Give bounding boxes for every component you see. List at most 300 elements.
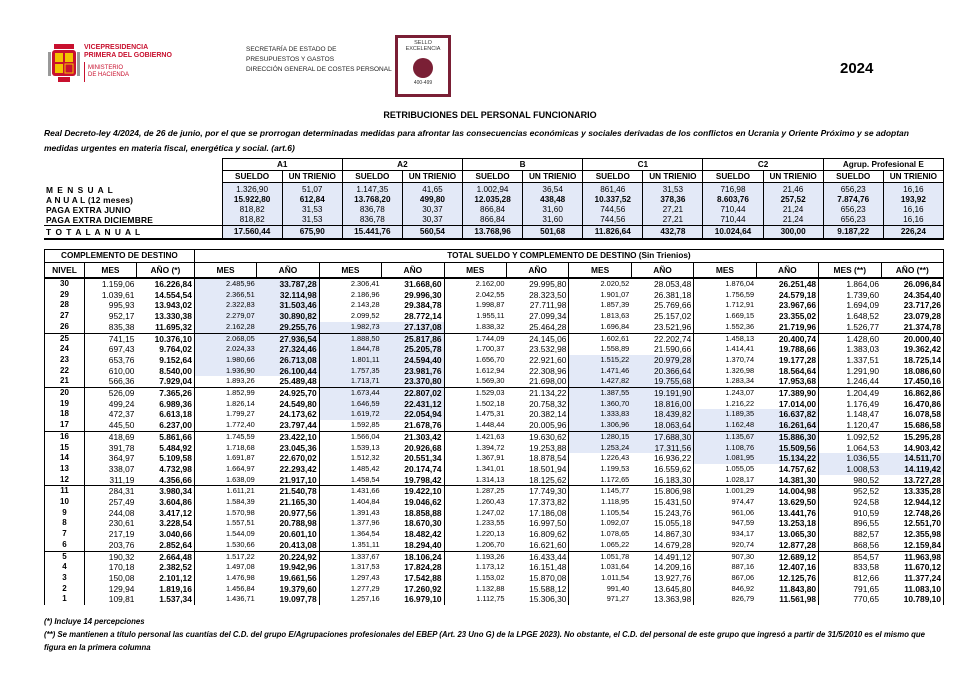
ministry-line-1: VICEPRESIDENCIA bbox=[84, 44, 149, 51]
level-value: 1.226,43 bbox=[569, 453, 631, 464]
level-row bbox=[45, 551, 944, 562]
level-value: 1.612,94 bbox=[444, 366, 506, 377]
level-value: 1.326,98 bbox=[694, 366, 756, 377]
level-value: 1.826,14 bbox=[194, 399, 256, 410]
level-value: 23.079,28 bbox=[881, 311, 944, 322]
summary-label: PAGA EXTRA DICIEMBRE bbox=[46, 215, 153, 225]
level-value: 23.045,36 bbox=[279, 442, 317, 453]
level-value: 526,09 bbox=[84, 388, 136, 399]
level-row bbox=[45, 344, 944, 355]
level-value: 17.688,30 bbox=[631, 431, 693, 442]
level-number: 28 bbox=[45, 300, 85, 311]
level-value: 23.370,80 bbox=[382, 376, 444, 387]
level-value: 9.152,64 bbox=[159, 354, 192, 365]
level-number: 14 bbox=[45, 453, 85, 464]
level-value: 15.870,08 bbox=[529, 572, 567, 583]
footnote-1: (*) Incluye 14 percepciones bbox=[44, 617, 145, 626]
level-value: 1.739,60 bbox=[819, 290, 881, 301]
level-value: 33.787,28 bbox=[257, 278, 319, 290]
level-value: 2.042,55 bbox=[444, 290, 506, 301]
level-value: 1.844,78 bbox=[319, 344, 381, 355]
level-value: 32.114,98 bbox=[257, 290, 319, 301]
level-value: 1.646,59 bbox=[319, 399, 381, 410]
level-value: 2.279,07 bbox=[194, 311, 256, 322]
summary-value: 836,78 bbox=[342, 215, 402, 226]
level-value: 24.579,18 bbox=[778, 289, 817, 300]
level-value: 3.040,66 bbox=[159, 529, 192, 540]
level-value: 16.979,10 bbox=[404, 594, 442, 605]
summary-label: T O T A L A N U A L bbox=[44, 226, 222, 240]
level-value: 1.673,44 bbox=[319, 388, 381, 399]
level-value: 21.590,66 bbox=[653, 344, 692, 355]
level-value: 1.206,70 bbox=[444, 540, 506, 551]
column-header: AÑO (*) bbox=[136, 263, 194, 279]
trienio-header: UN TRIENIO bbox=[523, 171, 583, 183]
level-value: 1.287,25 bbox=[444, 486, 506, 497]
level-value: 1.857,39 bbox=[569, 300, 631, 311]
level-value: 1.173,12 bbox=[444, 562, 506, 573]
level-value: 5.109,58 bbox=[159, 453, 192, 464]
level-value: 1.414,41 bbox=[694, 344, 756, 355]
level-value: 1.135,67 bbox=[694, 431, 756, 442]
level-value: 18.816,00 bbox=[631, 399, 693, 410]
level-value: 1.458,13 bbox=[694, 333, 756, 344]
level-value: 1.557,51 bbox=[194, 518, 256, 529]
level-value: 20.366,64 bbox=[631, 366, 693, 377]
level-value: 1.341,01 bbox=[444, 464, 506, 475]
column-header: MES (**) bbox=[819, 263, 881, 279]
level-value: 1.471,46 bbox=[569, 366, 631, 377]
level-value: 16.151,48 bbox=[529, 562, 567, 573]
summary-value: 612,84 bbox=[282, 195, 342, 205]
summary-value: 21,24 bbox=[763, 215, 823, 226]
column-header: MES bbox=[319, 263, 381, 279]
level-value: 445,50 bbox=[84, 420, 136, 431]
level-number: 30 bbox=[45, 278, 85, 290]
level-value: 14.004,98 bbox=[778, 486, 817, 497]
summary-value: 378,36 bbox=[643, 195, 703, 205]
level-value: 16.621,60 bbox=[506, 540, 568, 551]
level-value: 1.176,49 bbox=[819, 399, 881, 410]
level-value: 13.253,18 bbox=[778, 518, 817, 529]
level-row bbox=[45, 540, 944, 551]
level-number: 17 bbox=[45, 420, 85, 431]
level-row bbox=[45, 420, 944, 431]
secretariat-line-3: DIRECCIÓN GENERAL DE COSTES PERSONAL bbox=[246, 66, 392, 73]
summary-value: 31,60 bbox=[523, 205, 583, 215]
seal-logo-icon bbox=[413, 58, 433, 78]
level-value: 1.108,76 bbox=[694, 443, 756, 454]
level-value: 24.925,70 bbox=[279, 388, 317, 399]
level-value: 21.719,96 bbox=[756, 322, 818, 333]
level-number: 6 bbox=[45, 540, 85, 551]
level-value: 1.901,07 bbox=[569, 290, 631, 301]
level-value: 1.280,15 bbox=[569, 431, 631, 442]
summary-value: 499,80 bbox=[402, 195, 462, 205]
level-value: 14.903,42 bbox=[881, 443, 944, 454]
level-value: 1.051,78 bbox=[569, 551, 631, 562]
level-value: 1.377,96 bbox=[319, 518, 381, 529]
summary-value: 27,21 bbox=[643, 215, 703, 226]
level-value: 1.120,47 bbox=[819, 420, 881, 431]
level-value: 826,79 bbox=[694, 594, 756, 605]
level-value: 1.838,32 bbox=[444, 322, 506, 333]
column-header: AÑO bbox=[631, 263, 693, 279]
level-value: 19.942,96 bbox=[279, 562, 317, 573]
level-row bbox=[45, 322, 944, 333]
summary-value: 17.560,44 bbox=[222, 226, 282, 240]
level-value: 3.228,54 bbox=[159, 518, 192, 529]
level-value: 23.355,02 bbox=[778, 311, 817, 322]
level-number: 12 bbox=[45, 475, 85, 486]
level-value: 1.852,99 bbox=[194, 388, 256, 399]
summary-value: 10.337,52 bbox=[583, 195, 643, 205]
summary-row bbox=[44, 183, 944, 196]
level-value: 1.247,02 bbox=[444, 508, 506, 519]
level-value: 22.431,12 bbox=[382, 399, 444, 410]
level-value: 25.205,78 bbox=[382, 344, 444, 355]
level-value: 15.295,28 bbox=[881, 431, 944, 442]
level-value: 20.382,14 bbox=[529, 409, 567, 420]
level-value: 1.517,22 bbox=[194, 551, 256, 562]
level-value: 1.092,07 bbox=[569, 518, 631, 529]
level-value: 971,27 bbox=[569, 594, 631, 605]
level-value: 11.377,24 bbox=[881, 573, 944, 584]
summary-value: 16,16 bbox=[883, 205, 943, 215]
level-row bbox=[45, 333, 944, 344]
document-year: 2024 bbox=[840, 60, 874, 77]
summary-value: 15.441,76 bbox=[342, 226, 402, 240]
level-value: 2.068,05 bbox=[194, 333, 256, 344]
level-value: 1.297,43 bbox=[319, 573, 381, 584]
summary-value: 744,56 bbox=[583, 215, 643, 226]
level-value: 2.366,51 bbox=[194, 290, 256, 301]
level-value: 1.656,70 bbox=[444, 355, 506, 366]
level-value: 1.819,16 bbox=[159, 583, 192, 594]
footnote-2: (**) Se mantienen a título personal las cuantías del C.D. del grupo E/Agrupaciones profesionales del EBEP (Art. 23 Uno G) de la LPGE 2023). No obstante, el C.D. del personal de este grupo que ingresó a partir de 31/5/2010 es el mismo que figura en la primera columna bbox=[44, 630, 925, 652]
level-value: 1.799,27 bbox=[194, 409, 256, 420]
level-value: 16.862,86 bbox=[881, 388, 944, 399]
level-value: 20.758,32 bbox=[529, 398, 567, 409]
level-value: 14.209,16 bbox=[653, 562, 692, 573]
level-value: 17.542,88 bbox=[404, 572, 442, 583]
level-value: 16.470,86 bbox=[881, 399, 944, 410]
level-value: 20.979,28 bbox=[631, 355, 693, 366]
level-value: 3.417,12 bbox=[159, 507, 192, 518]
level-value: 1.064,53 bbox=[819, 443, 881, 454]
level-value: 1.421,63 bbox=[444, 431, 506, 442]
level-value: 2.162,28 bbox=[194, 322, 256, 333]
level-value: 13.727,28 bbox=[881, 475, 944, 486]
level-value: 23.717,26 bbox=[881, 300, 944, 311]
coat-of-arms-icon bbox=[48, 42, 80, 84]
level-value: 1.387,55 bbox=[569, 388, 631, 399]
level-value: 1.233,55 bbox=[444, 518, 506, 529]
level-value: 17.953,68 bbox=[756, 376, 818, 387]
level-value: 18.439,82 bbox=[631, 409, 693, 420]
level-value: 257,49 bbox=[84, 497, 136, 508]
level-row bbox=[45, 486, 944, 497]
summary-value: 30,37 bbox=[402, 215, 462, 226]
level-value: 14.679,28 bbox=[631, 540, 693, 551]
summary-value: 30,37 bbox=[402, 205, 462, 215]
level-value: 16.433,44 bbox=[529, 551, 567, 562]
level-value: 26.100,44 bbox=[257, 366, 319, 377]
level-value: 812,66 bbox=[819, 573, 881, 584]
level-value: 1.569,30 bbox=[444, 376, 506, 387]
sueldo-header: SUELDO bbox=[463, 171, 523, 183]
level-value: 150,08 bbox=[84, 573, 136, 584]
level-number: 16 bbox=[45, 431, 85, 442]
level-value: 1.485,42 bbox=[319, 464, 381, 475]
level-number: 5 bbox=[45, 551, 85, 562]
level-value: 18.125,62 bbox=[506, 475, 568, 486]
summary-row bbox=[44, 226, 944, 240]
level-value: 1.283,34 bbox=[694, 376, 756, 387]
level-number: 8 bbox=[45, 518, 85, 529]
level-value: 20.977,56 bbox=[279, 507, 317, 518]
trienio-header: UN TRIENIO bbox=[883, 171, 943, 183]
level-row bbox=[45, 562, 944, 573]
level-value: 15.806,98 bbox=[653, 486, 692, 497]
summary-value: 10.024,64 bbox=[703, 226, 763, 240]
level-value: 1.257,16 bbox=[319, 594, 381, 605]
level-row bbox=[45, 399, 944, 410]
level-row bbox=[45, 366, 944, 377]
column-header: AÑO bbox=[506, 263, 568, 279]
trienio-header: UN TRIENIO bbox=[282, 171, 342, 183]
level-value: 129,94 bbox=[84, 584, 136, 595]
level-value: 1.512,32 bbox=[319, 453, 381, 464]
level-value: 14.381,30 bbox=[756, 475, 818, 486]
level-value: 791,65 bbox=[819, 584, 881, 595]
level-value: 1.864,06 bbox=[819, 278, 881, 290]
level-value: 28.772,14 bbox=[404, 311, 442, 322]
summary-value: 11.826,64 bbox=[583, 226, 643, 240]
summary-value: 1.002,94 bbox=[463, 183, 523, 196]
level-value: 19.097,78 bbox=[279, 594, 317, 605]
level-value: 18.063,64 bbox=[631, 420, 693, 431]
level-value: 16.997,50 bbox=[529, 518, 567, 529]
level-value: 284,31 bbox=[84, 486, 136, 497]
column-header: MES bbox=[84, 263, 136, 279]
level-value: 16.637,82 bbox=[756, 409, 818, 420]
level-value: 20.926,68 bbox=[404, 442, 442, 453]
level-value: 21.678,76 bbox=[382, 420, 444, 431]
level-value: 2.664,48 bbox=[159, 551, 192, 562]
level-value: 5.484,92 bbox=[159, 442, 192, 453]
level-value: 19.253,88 bbox=[529, 442, 567, 453]
level-value: 12.689,12 bbox=[778, 551, 817, 562]
level-value: 15.134,22 bbox=[756, 453, 818, 464]
level-value: 1.204,49 bbox=[819, 388, 881, 399]
column-header: AÑO (**) bbox=[881, 263, 944, 279]
level-value: 25.817,86 bbox=[382, 333, 444, 344]
level-value: 16.809,62 bbox=[529, 529, 567, 540]
level-value: 1.118,95 bbox=[569, 497, 631, 508]
level-number: 1 bbox=[45, 594, 85, 605]
summary-value: 710,44 bbox=[703, 215, 763, 226]
level-value: 653,76 bbox=[84, 355, 136, 366]
level-value: 109,81 bbox=[84, 594, 136, 605]
level-value: 6.613,18 bbox=[159, 409, 192, 420]
level-value: 1.694,09 bbox=[819, 300, 881, 311]
level-value: 1.669,15 bbox=[694, 311, 756, 322]
summary-value: 41,65 bbox=[402, 183, 462, 196]
level-value: 24.354,40 bbox=[881, 290, 944, 301]
level-value: 18.564,64 bbox=[778, 365, 817, 376]
level-row bbox=[45, 594, 944, 605]
level-value: 31.503,46 bbox=[257, 300, 319, 311]
summary-value: 16,16 bbox=[883, 215, 943, 226]
summary-value: 21,46 bbox=[763, 183, 823, 196]
level-value: 190,32 bbox=[84, 551, 136, 562]
level-value: 1.092,52 bbox=[819, 431, 881, 442]
level-value: 26.251,48 bbox=[778, 279, 817, 289]
level-value: 1.172,65 bbox=[569, 475, 631, 486]
level-value: 14.554,54 bbox=[154, 289, 192, 300]
group-header: A2 bbox=[342, 159, 462, 171]
level-value: 1.526,77 bbox=[819, 322, 881, 333]
summary-value: 432,78 bbox=[643, 226, 703, 240]
summary-value: 300,00 bbox=[763, 226, 823, 240]
level-value: 21.540,78 bbox=[279, 486, 317, 497]
level-value: 1.893,26 bbox=[194, 376, 256, 387]
level-value: 30.890,82 bbox=[257, 311, 319, 322]
level-value: 1.159,06 bbox=[84, 278, 136, 290]
level-value: 1.162,48 bbox=[694, 420, 756, 431]
level-value: 20.601,10 bbox=[279, 529, 317, 540]
level-value: 1.391,43 bbox=[319, 508, 381, 519]
level-value: 2.101,12 bbox=[159, 572, 192, 583]
level-row bbox=[45, 311, 944, 322]
level-value: 1.648,52 bbox=[819, 311, 881, 322]
level-value: 24.594,40 bbox=[382, 355, 444, 366]
level-value: 17.311,56 bbox=[631, 443, 693, 454]
level-value: 24.549,80 bbox=[279, 398, 317, 409]
summary-value: 560,54 bbox=[402, 226, 462, 240]
ministry-sub bbox=[88, 65, 208, 79]
level-value: 995,93 bbox=[84, 300, 136, 311]
level-row bbox=[45, 475, 944, 486]
level-value: 11.561,98 bbox=[779, 594, 817, 605]
level-value: 10.376,10 bbox=[154, 333, 192, 344]
level-value: 1.112,75 bbox=[444, 594, 506, 605]
level-value: 230,61 bbox=[84, 518, 136, 529]
level-value: 13.330,38 bbox=[154, 311, 192, 322]
level-value: 1.001,29 bbox=[694, 486, 756, 497]
level-value: 15.243,76 bbox=[653, 507, 692, 518]
level-value: 1.132,88 bbox=[444, 584, 506, 595]
level-value: 203,76 bbox=[84, 540, 136, 551]
level-value: 1.744,09 bbox=[444, 333, 506, 344]
level-value: 24.173,62 bbox=[279, 409, 317, 420]
level-value: 17.260,92 bbox=[404, 583, 442, 594]
level-value: 14.511,70 bbox=[881, 453, 944, 464]
level-value: 15.306,30 bbox=[529, 594, 567, 605]
level-value: 1.036,55 bbox=[819, 453, 881, 464]
level-value: 13.629,50 bbox=[778, 497, 817, 508]
level-value: 14.867,30 bbox=[653, 529, 692, 540]
level-value: 2.099,52 bbox=[319, 311, 381, 322]
level-value: 19.191,90 bbox=[631, 388, 693, 399]
level-value: 980,52 bbox=[819, 475, 881, 486]
level-value: 1.008,53 bbox=[819, 464, 881, 475]
trienio-header: UN TRIENIO bbox=[763, 171, 823, 183]
column-header: AÑO bbox=[257, 263, 319, 279]
level-value: 18.725,14 bbox=[881, 355, 944, 366]
summary-value: 501,68 bbox=[523, 226, 583, 240]
level-value: 13.943,02 bbox=[154, 300, 192, 311]
level-value: 11.963,98 bbox=[881, 551, 944, 562]
level-value: 17.014,00 bbox=[778, 398, 817, 409]
level-value: 21.698,00 bbox=[506, 376, 568, 387]
level-value: 15.686,58 bbox=[881, 420, 944, 431]
level-value: 11.695,32 bbox=[136, 322, 194, 333]
group-header: Agrup. Profesional E bbox=[823, 159, 943, 171]
level-value: 26.713,08 bbox=[257, 355, 319, 366]
destination-complement-table bbox=[44, 249, 944, 605]
seal-range: 400-499 bbox=[413, 80, 433, 86]
summary-value: 675,90 bbox=[282, 226, 342, 240]
level-value: 25.769,66 bbox=[653, 300, 692, 311]
summary-value: 866,84 bbox=[463, 215, 523, 226]
level-value: 20.005,96 bbox=[506, 420, 568, 431]
trienio-header: UN TRIENIO bbox=[402, 171, 462, 183]
level-row bbox=[45, 355, 944, 366]
level-row bbox=[45, 431, 944, 442]
level-value: 18.670,30 bbox=[404, 518, 442, 529]
summary-value: 193,92 bbox=[883, 195, 943, 205]
level-value: 1.246,44 bbox=[819, 376, 881, 387]
level-value: 22.202,74 bbox=[653, 333, 692, 344]
level-value: 1.718,68 bbox=[194, 443, 256, 454]
level-value: 18.106,24 bbox=[404, 551, 442, 562]
level-value: 244,08 bbox=[84, 508, 136, 519]
level-value: 1.220,13 bbox=[444, 529, 506, 540]
level-value: 22.670,02 bbox=[279, 453, 317, 464]
level-value: 1.530,66 bbox=[194, 540, 256, 551]
level-value: 19.379,60 bbox=[279, 583, 317, 594]
level-row bbox=[45, 409, 944, 420]
summary-value: 656,23 bbox=[823, 205, 883, 215]
level-value: 1.055,05 bbox=[694, 464, 756, 475]
level-row bbox=[45, 388, 944, 399]
level-number: 15 bbox=[45, 443, 85, 454]
level-value: 1.876,04 bbox=[694, 278, 756, 290]
level-value: 20.788,98 bbox=[279, 518, 317, 529]
level-value: 1.584,39 bbox=[194, 497, 256, 508]
level-value: 1.696,84 bbox=[569, 322, 631, 333]
level-value: 12.944,12 bbox=[881, 497, 944, 508]
level-value: 934,17 bbox=[694, 529, 756, 540]
level-value: 12.407,16 bbox=[778, 562, 817, 573]
summary-value: 438,48 bbox=[523, 195, 583, 205]
secretariat-line-2: PRESUPUESTOS Y GASTOS bbox=[246, 56, 335, 63]
level-value: 1.105,54 bbox=[569, 508, 631, 519]
level-value: 4.732,98 bbox=[159, 463, 192, 474]
level-value: 1.476,98 bbox=[194, 573, 256, 584]
level-value: 15.431,50 bbox=[653, 497, 692, 508]
level-value: 19.177,28 bbox=[778, 354, 817, 365]
level-value: 11.083,10 bbox=[881, 584, 944, 595]
column-header: NIVEL bbox=[45, 263, 85, 279]
column-header: AÑO bbox=[756, 263, 818, 279]
level-value: 6.989,36 bbox=[159, 398, 192, 409]
summary-row bbox=[44, 215, 944, 226]
level-value: 1.980,66 bbox=[194, 355, 256, 366]
level-value: 19.755,68 bbox=[631, 376, 693, 387]
